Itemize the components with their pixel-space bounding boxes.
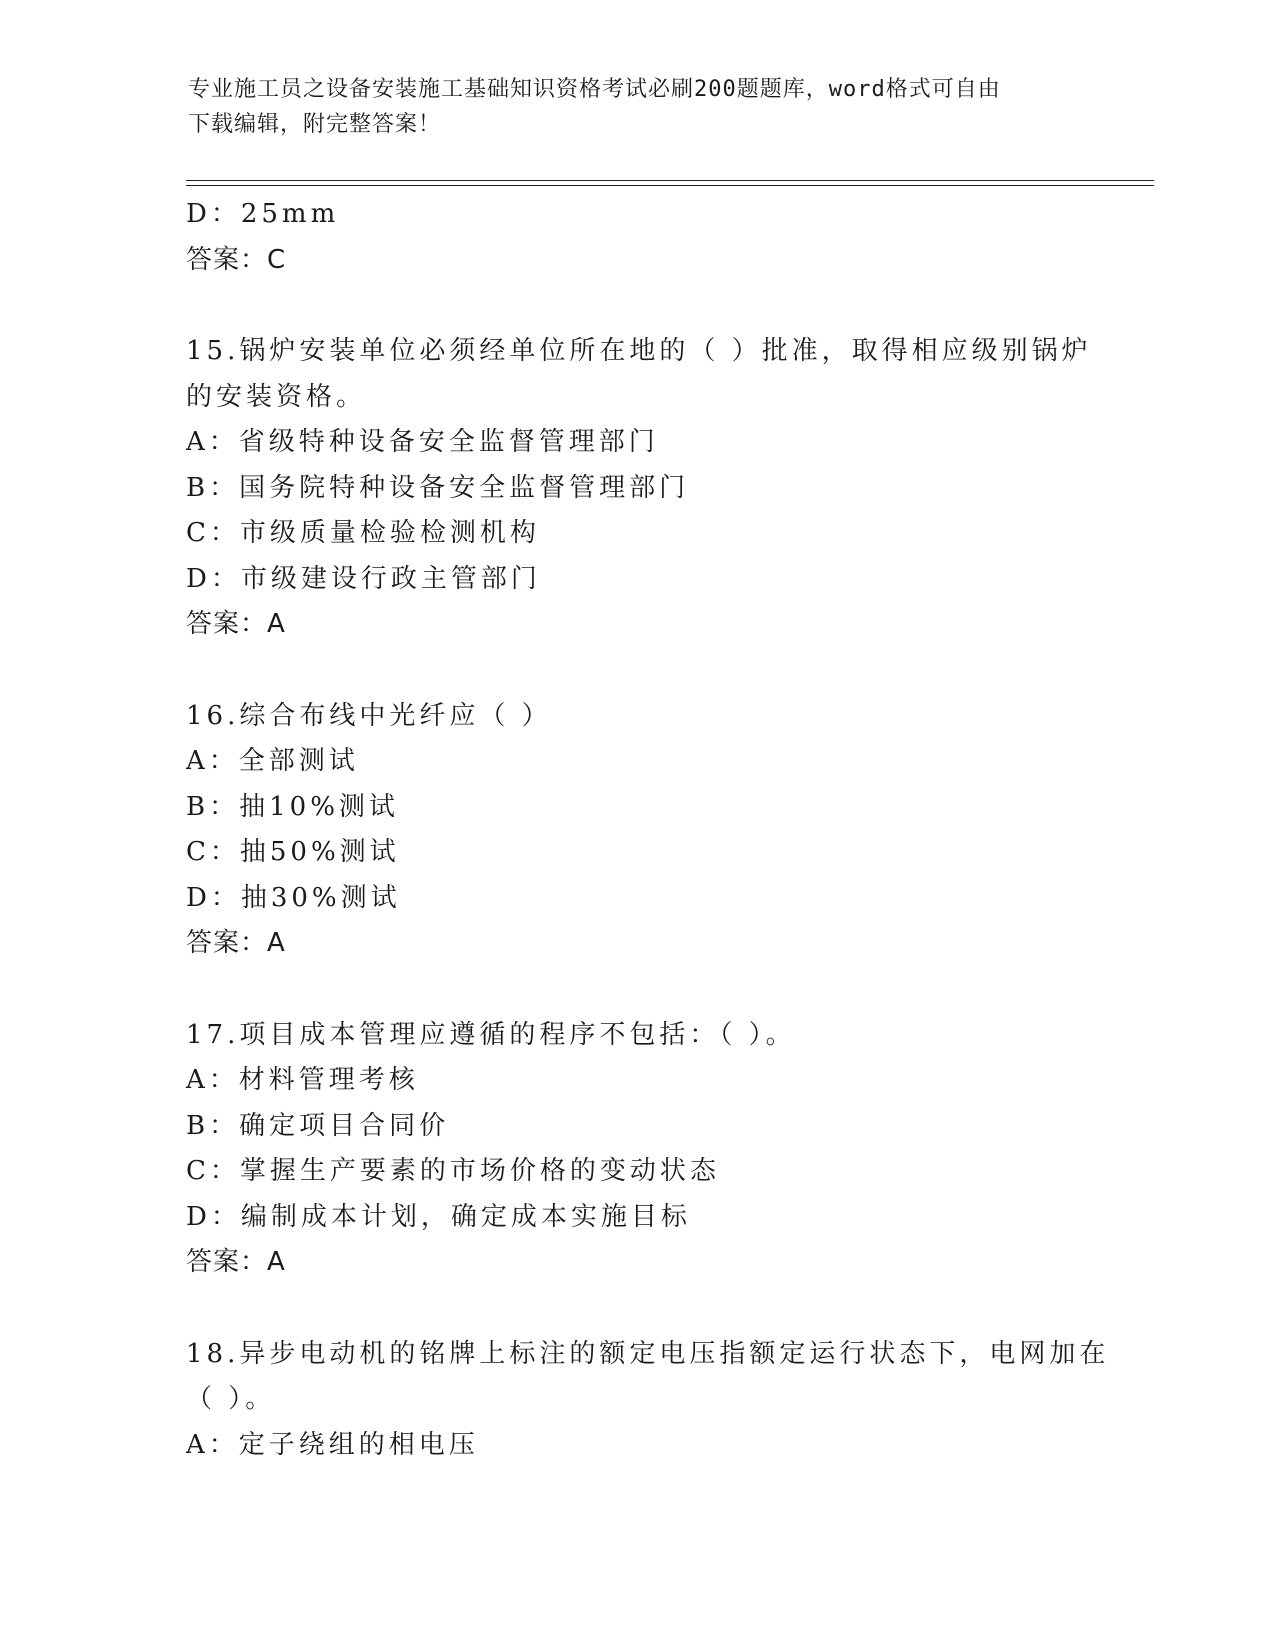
spacer [186,967,1086,1013]
header-title-line-1: 专业施工员之设备安装施工基础知识资格考试必刷200题题库，word格式可自由 [188,77,1001,102]
question-18-option-a: A：定子绕组的相电压 [186,1429,479,1460]
page-header [188,72,1068,142]
header-title-line-2: 下载编辑，附完整答案！ [188,112,442,137]
question-list [186,192,1110,1468]
question-16-option-b: B：抽10%测试 [186,791,399,822]
question-17-stem-line-1: 17.项目成本管理应遵循的程序不包括：（ ）。 [186,1019,796,1050]
question-15-option-c: C：市级质量检验检测机构 [186,518,540,548]
question-15-option-d: D：市级建设行政主管部门 [186,563,541,594]
spacer [186,1286,1086,1332]
question-14-tail [186,192,1086,283]
question-15-stem-line-1: 15.锅炉安装单位必须经单位所在地的（ ）批准，取得相应级别锅炉 [186,336,1092,366]
question-17-option-d: D：编制成本计划，确定成本实施目标 [186,1201,691,1232]
question-16 [186,694,1086,967]
question-17-answer: 答案：A [186,1247,286,1277]
question-15 [186,329,1092,648]
question-17-option-b: B：确定项目合同价 [186,1110,450,1141]
question-16-answer: 答案：A [186,928,286,958]
question-15-option-a: A：省级特种设备安全监督管理部门 [186,427,659,457]
question-15-stem-line-2: 的安装资格。 [186,381,367,412]
question-16-stem-line-1: 16.综合布线中光纤应（ ） [186,700,552,731]
question-17 [186,1013,1086,1286]
spacer [186,283,1086,329]
question-17-option-a: A：材料管理考核 [186,1065,419,1095]
question-14-answer: 答案：C [186,244,287,275]
question-15-answer: 答案：A [186,609,286,639]
question-16-option-a: A：全部测试 [186,746,359,776]
question-16-option-c: C：抽50%测试 [186,837,400,867]
question-18-stem-line-1: 18.异步电动机的铭牌上标注的额定电压指额定运行状态下，电网加在 [186,1338,1110,1369]
header-divider-bottom [186,185,1154,186]
question-18 [186,1332,1110,1469]
question-16-option-d: D：抽30%测试 [186,882,401,913]
question-17-option-c: C：掌握生产要素的市场价格的变动状态 [186,1156,720,1186]
spacer [186,648,1086,694]
question-18-stem-line-2: （ ）。 [186,1384,276,1414]
question-14-option-d: D：25mm [186,199,340,229]
header-divider-top [186,180,1154,181]
question-15-option-b: B：国务院特种设备安全监督管理部门 [186,472,690,503]
